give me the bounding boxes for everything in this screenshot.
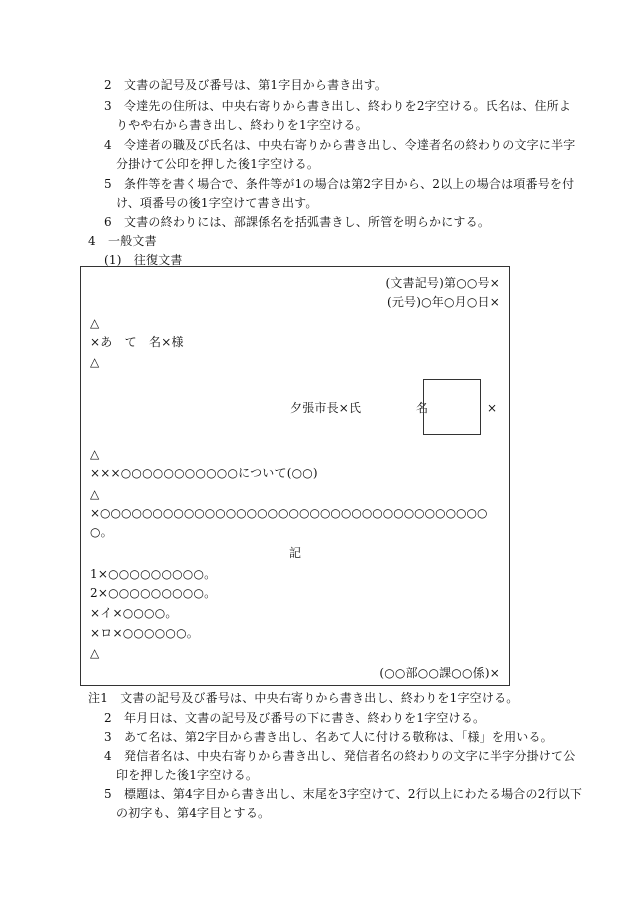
note-line: 5 条件等を書く場合で、条件等が1の場合は第2字目から、2以上の場合は項番号を付 bbox=[104, 177, 575, 191]
note-line: りやや右から書き出し、終わりを1字空ける。 bbox=[116, 118, 368, 132]
blank-mark: △ bbox=[90, 646, 100, 660]
sender-name: 名 bbox=[416, 401, 429, 415]
blank-mark: △ bbox=[90, 447, 100, 461]
sender: 夕張市長×氏 bbox=[290, 401, 362, 415]
dept-name: (○○部○○課○○係)× bbox=[379, 666, 500, 680]
note-line: 分掛けて公印を押した後1字空ける。 bbox=[116, 157, 320, 171]
note-line: 6 文書の終わりには、部課係名を括弧書きし、所管を明らかにする。 bbox=[104, 215, 491, 229]
list-item: ×イ×○○○○。 bbox=[90, 606, 178, 620]
note-line: け、項番号の後1字空けて書き出す。 bbox=[116, 196, 318, 210]
doc-date: (元号)○年○月○日× bbox=[386, 295, 500, 309]
body-line: ○。 bbox=[90, 525, 113, 539]
blank-mark: △ bbox=[90, 355, 100, 369]
subject: ×××○○○○○○○○○○○について(○○) bbox=[90, 466, 318, 480]
sender-end: × bbox=[487, 401, 498, 415]
note-line: の初字も、第4字目とする。 bbox=[116, 806, 271, 820]
sub-heading: (1) 往復文書 bbox=[104, 253, 183, 267]
list-item: ×ロ×○○○○○○。 bbox=[90, 626, 199, 640]
note-line: 3 令達先の住所は、中央右寄りから書き出し、終わりを2字空ける。氏名は、住所よ bbox=[104, 99, 572, 113]
note-line: 5 標題は、第4字目から書き出し、末尾を3字空けて、2行以上にわたる場合の2行以下 bbox=[104, 787, 583, 801]
note-line: 4 発信者名は、中央右寄りから書き出し、発信者名の終わりの文字に半字分掛けて公 bbox=[104, 749, 576, 763]
seal-box bbox=[423, 379, 481, 435]
note-line: 印を押した後1字空ける。 bbox=[116, 768, 259, 782]
note-line: 2 年月日は、文書の記号及び番号の下に書き、終わりを1字空ける。 bbox=[104, 711, 486, 725]
note-line: 2 文書の記号及び番号は、第1字目から書き出す。 bbox=[104, 78, 388, 92]
note-line: 4 令達者の職及び氏名は、中央右寄りから書き出し、令達者名の終わりの文字に半字 bbox=[104, 138, 576, 152]
blank-mark: △ bbox=[90, 316, 100, 330]
addressee: ×あ て 名×様 bbox=[90, 335, 184, 349]
note-line: 注1 文書の記号及び番号は、中央右寄りから書き出し、終わりを1字空ける。 bbox=[88, 691, 519, 705]
note-line: 3 あて名は、第2字目から書き出し、名あて人に付ける敬称は、「様」を用いる。 bbox=[104, 730, 553, 744]
doc-number: (文書記号)第○○号× bbox=[385, 276, 500, 290]
section-heading: 4 一般文書 bbox=[88, 234, 157, 248]
list-item: 1×○○○○○○○○○。 bbox=[90, 567, 217, 581]
body-line: ×○○○○○○○○○○○○○○○○○○○○○○○○○○○○○○○○○○○○○ bbox=[90, 506, 488, 520]
list-item: 2×○○○○○○○○○。 bbox=[90, 586, 217, 600]
ki-heading: 記 bbox=[289, 546, 302, 560]
blank-mark: △ bbox=[90, 487, 100, 501]
